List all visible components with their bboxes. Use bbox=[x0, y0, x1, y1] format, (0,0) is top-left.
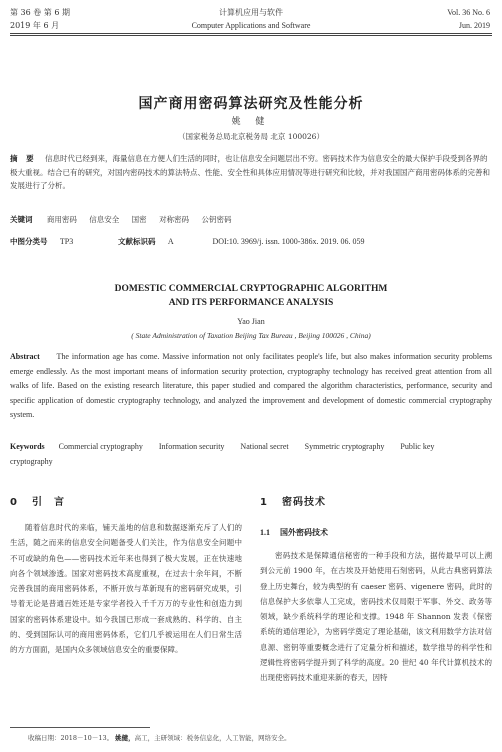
abstract-en bbox=[10, 350, 492, 423]
keyword-cn: 国密 bbox=[131, 215, 147, 224]
keyword-cn: 商用密码 bbox=[46, 215, 77, 224]
header-date-en: Jun. 2019 bbox=[458, 21, 490, 30]
header-date-cn: 2019 年 6 月 bbox=[10, 21, 60, 30]
footnote-rule bbox=[10, 727, 150, 728]
keywords-en bbox=[10, 440, 492, 469]
footnote-bio: 高工，主研领域：税务信息化，人工智能，网络安全。 bbox=[134, 734, 291, 742]
section-0-title: 引言 bbox=[31, 497, 76, 508]
keyword-en: Information security bbox=[158, 442, 225, 451]
section-1-number: 1 bbox=[260, 497, 268, 508]
abstract-en-label: Abstract bbox=[10, 352, 40, 361]
footnote-received: 收稿日期：2018－10－13。 bbox=[28, 734, 114, 742]
section-1-title: 密码技术 bbox=[281, 497, 326, 508]
affiliation-cn: （国家税务总局北京税务局 北京 100026） bbox=[178, 132, 324, 141]
keyword-cn: 对称密码 bbox=[159, 215, 190, 224]
clc-value: TP3 bbox=[59, 237, 74, 246]
abstract-en-text: The information age has come. Massive information not only facilitates people's life, but also makes information security problems emerge endlessly. As the most important means of information security protection, cryptography technology has received great attention from all walks of life. Based on the existing research literature, this paper studied and compared the algorithm characteristics, performance, security and specific application of domestic cryptography technology, and analyzed the improvement and development of domestic commercial cryptography system. bbox=[10, 352, 492, 419]
affiliation-en: ( State Administration of Taxation Beijing Tax Bureau , Beijing 100026 , China) bbox=[131, 331, 371, 340]
subsection-1-1-heading bbox=[260, 527, 328, 538]
keyword-en: Public key cryptography bbox=[10, 442, 435, 466]
header-volume-en: Vol. 36 No. 6 bbox=[447, 8, 490, 17]
keywords-cn bbox=[10, 214, 241, 225]
keywords-cn-label: 关键词 bbox=[10, 215, 33, 224]
section-1-heading bbox=[260, 493, 326, 508]
paper-title-cn: 国产商用密码算法研究及性能分析 bbox=[138, 96, 364, 112]
doi: DOI:10. 3969/j. issn. 1000-386x. 2019. 06. 059 bbox=[212, 237, 365, 246]
subsection-1-1-number: 1.1 bbox=[260, 528, 270, 537]
doc-code-value: A bbox=[167, 237, 174, 246]
author-en: Yao Jian bbox=[237, 317, 265, 326]
classification-row bbox=[10, 236, 364, 247]
section-0-body: 随着信息时代的来临，铺天盖地的信息和数据逐渐充斥了人们的生活，随之而来的信息安全问题备受人们关注，作为信息安全问题中不可或缺的角色——密码技术近年来也得到了极大发展，正在快速地向各个领域渗透。国家对密码技术高度重视，在过去十余年间，不断完善我国的商用密码体系，不断开放与革新现有的密码研究成果，引导着无论是普通百姓还是专家学者投入千千万万的专业性和创造力到国家的密码体系建设中。如今我国已形成一套成熟的、科学的、自主的、受到国际认可的商用密码体系，它们几乎被运用在人们日常生活的方方面面，是国内众多领域信息安全的重要保障。 bbox=[10, 523, 242, 655]
section-1-body: 密码技术是保障通信秘密的一种手段和方法，据传最早可以上溯到公元前 1900 年，在古埃及开始使用石刻密码，从此古典密码算法登上历史舞台，较为典型的有 caeser 密码、vigenere 密码，此时的信息保护大多依靠人工完成，密码技术仅局限于军事、外交、政务等领域，缺少系统科学的理论和支撑。1948 年 Shannon 发表《保密系统的通信理论》，为密码学奠定了理论基础，该文利用数学方法对信息源、密钥等重要概念进行了定量分析和描述，数学推导的科学性和逻辑性将密码学提升到了科学的高度。20 世纪 40 年代计算机技术的出现使密码技术重迎来新的春天，因特 bbox=[260, 551, 492, 683]
keyword-en: Commercial cryptography bbox=[58, 442, 143, 451]
doc-code-label: 文献标识码 bbox=[118, 237, 156, 246]
subsection-1-1-title: 国外密码技术 bbox=[280, 528, 328, 537]
keyword-cn: 信息安全 bbox=[89, 215, 120, 224]
footnote-author: 姚健， bbox=[115, 734, 135, 742]
header-journal-en: Computer Applications and Software bbox=[191, 21, 311, 30]
header-rule-bottom bbox=[10, 35, 492, 36]
clc-label: 中图分类号 bbox=[10, 237, 48, 246]
keyword-en: Symmetric cryptography bbox=[304, 442, 385, 451]
abstract-cn bbox=[10, 152, 492, 193]
keyword-en: National secret bbox=[240, 442, 289, 451]
section-0-number: 0 bbox=[10, 497, 18, 508]
header-rule-top bbox=[10, 33, 492, 34]
keywords-en-label: Keywords bbox=[10, 442, 45, 451]
abstract-cn-label: 摘 要 bbox=[10, 154, 37, 163]
footnote bbox=[28, 733, 291, 742]
keyword-cn: 公钥密码 bbox=[201, 215, 232, 224]
header-volume-cn: 第 36 卷 第 6 期 bbox=[10, 8, 70, 17]
abstract-cn-text: 信息时代已经到来，海量信息在方便人们生活的同时，也让信息安全问题层出不穷。密码技术作为信息安全的最大保护手段受到各界的极大重视。结合已有的研究，对国内密码技术的算法特点、性能、安全性和具体应用情况等进行研究和比较，并对我国国产商用密码体系的完善和发展进行了分析。 bbox=[10, 154, 490, 190]
paper-title-en-line2: AND ITS PERFORMANCE ANALYSIS bbox=[168, 298, 334, 308]
paper-title-en-line1: DOMESTIC COMMERCIAL CRYPTOGRAPHIC ALGORITHM bbox=[114, 284, 388, 294]
section-0-heading bbox=[10, 493, 76, 508]
author-cn: 姚 健 bbox=[231, 117, 271, 127]
header-journal-cn: 计算机应用与软件 bbox=[219, 8, 283, 17]
